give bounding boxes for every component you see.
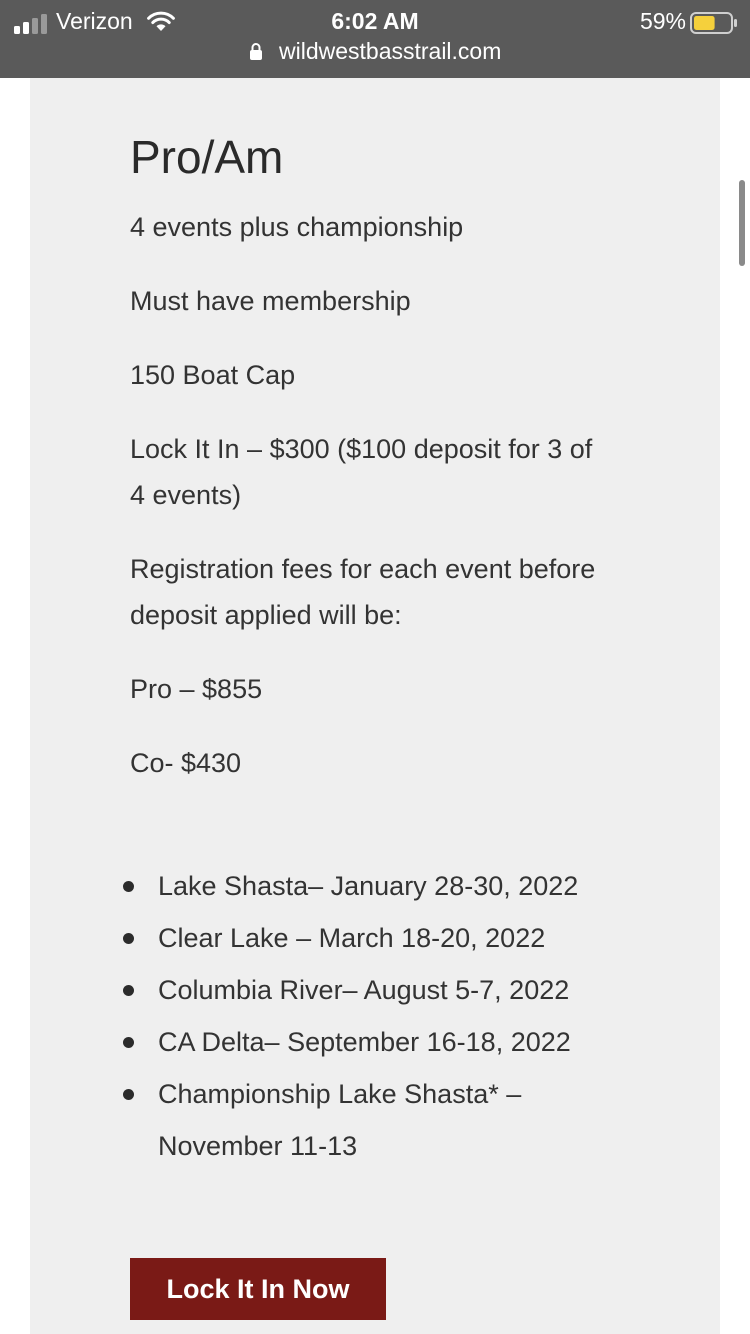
- lock-it-in-now-button[interactable]: Lock It In Now: [130, 1258, 386, 1320]
- url-text[interactable]: wildwestbasstrail.com: [278, 38, 502, 64]
- detail-pro-fee: Pro – $855: [130, 674, 263, 704]
- carrier-name: Verizon: [56, 8, 133, 34]
- detail-co-fee: Co- $430: [130, 748, 242, 778]
- page-title: Pro/Am: [130, 131, 284, 183]
- event-label: Championship Lake Shasta* – November 11-13: [158, 1079, 522, 1161]
- status-bar: [0, 0, 750, 78]
- battery-icon: [690, 12, 738, 34]
- bullet-icon: [123, 933, 134, 944]
- detail-registration-fees: Registration fees for each event before deposit applied will be:: [130, 554, 596, 630]
- battery-percent: 59%: [639, 8, 686, 34]
- event-label: Columbia River– August 5-7, 2022: [158, 975, 570, 1005]
- event-label: Lake Shasta– January 28-30, 2022: [158, 871, 579, 901]
- bullet-icon: [123, 985, 134, 996]
- detail-events-count: 4 events plus championship: [130, 212, 464, 242]
- event-list: [130, 860, 610, 1172]
- event-item: [130, 1016, 610, 1068]
- detail-boat-cap: 150 Boat Cap: [130, 360, 296, 390]
- event-item: [130, 1068, 610, 1172]
- pro-am-card: [30, 78, 720, 1334]
- event-label: CA Delta– September 16-18, 2022: [158, 1027, 571, 1057]
- event-label: Clear Lake – March 18-20, 2022: [158, 923, 546, 953]
- event-item: [130, 860, 610, 912]
- event-item: [130, 912, 610, 964]
- lock-icon: [249, 42, 263, 60]
- page-scrollbar[interactable]: [739, 180, 745, 266]
- bullet-icon: [123, 1089, 134, 1100]
- address-bar[interactable]: [0, 38, 750, 72]
- event-item: [130, 964, 610, 1016]
- page-content: [0, 78, 750, 1334]
- status-row: [0, 6, 750, 36]
- detail-lock-it-in: Lock It In – $300 ($100 deposit for 3 of 4 events): [130, 434, 593, 510]
- bullet-icon: [123, 881, 134, 892]
- detail-membership: Must have membership: [130, 286, 411, 316]
- status-time: 6:02 AM: [331, 8, 419, 34]
- bullet-icon: [123, 1037, 134, 1048]
